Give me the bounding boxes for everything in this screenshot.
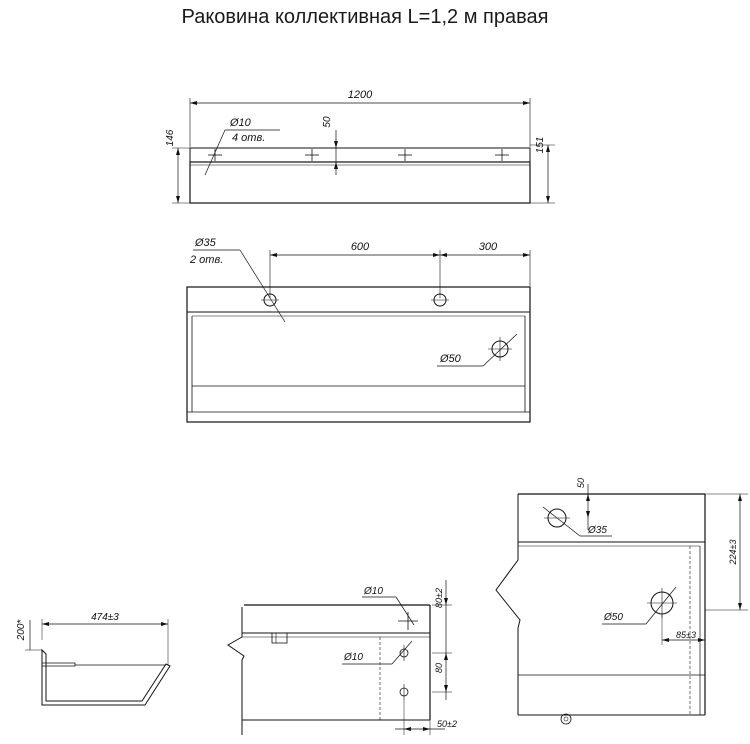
hole-mark [398,149,412,161]
hole-mark [400,684,408,700]
dim-drain-offset: 85±3 [676,630,696,640]
section-view [228,580,457,735]
dim-height: 224±3 [728,539,738,565]
dim-width: 474±3 [91,612,119,623]
dim-height: 200* [16,619,27,641]
detail-view [496,478,748,724]
dim-offset: 50 [576,477,586,489]
dim-drain: Ø50 [440,353,461,365]
drain-hole [488,337,512,361]
dim-hole-diameter: Ø10 [230,117,251,129]
dim-hole-top: Ø10 [364,586,383,597]
dim-hole-35: Ø35 [588,525,607,536]
dim-mid: 80 [434,662,444,674]
hole-mark [495,149,509,161]
front-view [187,237,530,422]
dim-hole-35: Ø35 [195,237,216,249]
dim-bottom: 50±2 [437,719,457,729]
hole-mark [305,149,319,161]
dim-spacing-600: 600 [350,241,370,253]
dim-hole-35-count: 2 отв. [190,254,224,266]
dim-drain: Ø50 [604,612,623,623]
drain-hole [647,588,677,618]
dim-length: 1200 [347,89,373,101]
dim-spacing-300: 300 [478,241,498,253]
dim-top: 80±2 [434,588,444,608]
side-view [16,612,170,705]
dim-offset: 50 [322,116,333,128]
hole-mark [208,149,222,161]
hole-mark [398,612,418,630]
dim-right-height: 151 [535,136,546,154]
dim-hole-mid: Ø10 [344,652,363,663]
drawing-title: Раковина коллективная L=1,2 м правая [181,6,549,28]
top-view [165,89,555,203]
dim-hole-count: 4 отв. [232,132,266,144]
dim-left-height: 146 [165,129,176,147]
